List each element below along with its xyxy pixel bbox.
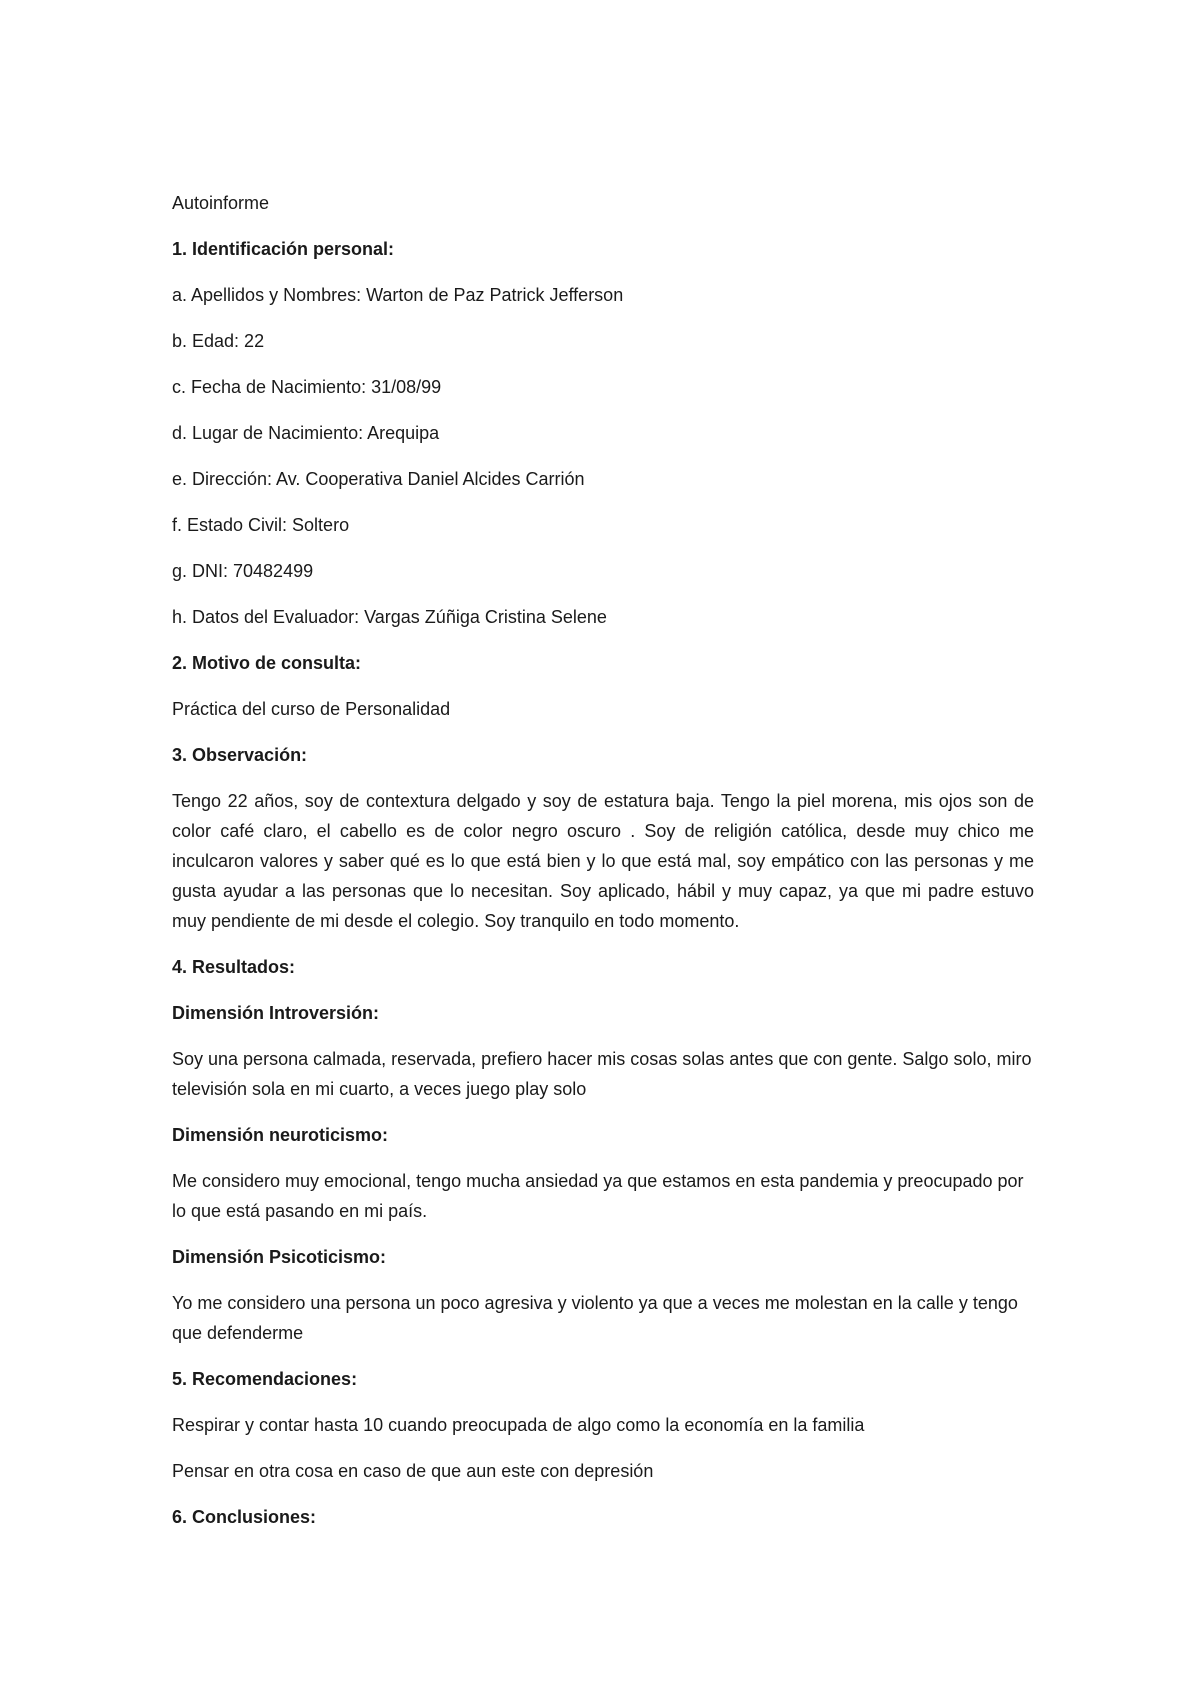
- field-lugar-nacimiento: d. Lugar de Nacimiento: Arequipa: [172, 423, 440, 443]
- recomendacion-item: Pensar en otra cosa en caso de que aun este con depresión: [172, 1461, 654, 1481]
- field-fecha-nacimiento: c. Fecha de Nacimiento: 31/08/99: [172, 377, 442, 397]
- dimension-text-introversion: Soy una persona calmada, reservada, prefiero hacer mis cosas solas antes que con gente. Salgo solo, miro televisión sola en mi cuarto, a veces juego play solo: [172, 1049, 1032, 1099]
- field-datos-evaluador: h. Datos del Evaluador: Vargas Zúñiga Cristina Selene: [172, 607, 607, 627]
- section-heading-recomendaciones: 5. Recomendaciones:: [172, 1369, 358, 1389]
- field-dni: g. DNI: 70482499: [172, 561, 314, 581]
- field-direccion: e. Dirección: Av. Cooperativa Daniel Alcides Carrión: [172, 469, 585, 489]
- section-heading-observacion: 3. Observación:: [172, 745, 308, 765]
- field-edad: b. Edad: 22: [172, 331, 265, 351]
- section-heading-resultados: 4. Resultados:: [172, 957, 296, 977]
- document-body: [172, 188, 1034, 1548]
- dimension-heading-psicoticismo: Dimensión Psicoticismo:: [172, 1247, 387, 1267]
- field-estado-civil: f. Estado Civil: Soltero: [172, 515, 350, 535]
- motivo-text: Práctica del curso de Personalidad: [172, 699, 451, 719]
- dimension-text-neuroticismo: Me considero muy emocional, tengo mucha ansiedad ya que estamos en esta pandemia y preocupado por lo que está pasando en mi país.: [172, 1171, 1024, 1221]
- section-heading-motivo: 2. Motivo de consulta:: [172, 653, 362, 673]
- dimension-heading-neuroticismo: Dimensión neuroticismo:: [172, 1125, 389, 1145]
- dimension-text-psicoticismo: Yo me considero una persona un poco agresiva y violento ya que a veces me molestan en la calle y tengo que defenderme: [172, 1293, 1018, 1343]
- field-apellidos-nombres: a. Apellidos y Nombres: Warton de Paz Patrick Jefferson: [172, 285, 624, 305]
- dimension-heading-introversion: Dimensión Introversión:: [172, 1003, 380, 1023]
- document-title: Autoinforme: [172, 193, 270, 213]
- observacion-text: Tengo 22 años, soy de contextura delgado y soy de estatura baja. Tengo la piel morena, mis ojos son de color café claro, el cabello es de color negro oscuro . Soy de religión católica, desde muy chico me inculcaron valores y saber qué es lo que está bien y lo que está mal, soy empático con las personas y me gusta ayudar a las personas que lo necesitan. Soy aplicado, hábil y muy capaz, ya que mi padre estuvo muy pendiente de mi desde el colegio. Soy tranquilo en todo momento.: [172, 791, 1034, 931]
- section-heading-conclusiones: 6. Conclusiones:: [172, 1507, 317, 1527]
- section-heading-identificacion: 1. Identificación personal:: [172, 239, 395, 259]
- recomendacion-item: Respirar y contar hasta 10 cuando preocupada de algo como la economía en la familia: [172, 1415, 865, 1435]
